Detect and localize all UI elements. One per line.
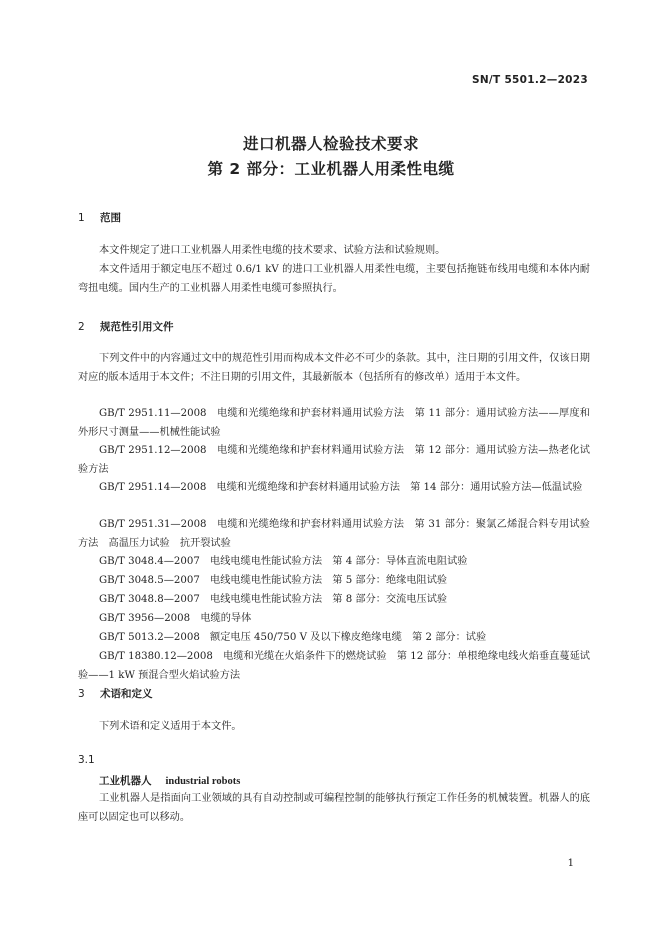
section-title: 术语和定义 (100, 688, 153, 700)
reference-item: GB/T 5013.2—2008 额定电压 450/750 V 及以下橡皮绝缘电缆 第 2 部分：试验 (99, 632, 487, 643)
paragraph: 下列文件中的内容通过文中的规范性引用而构成本文件必不可少的条款。其中，注日期的引用文件，仅该日期对应的版本适用于本文件；不注日期的引用文件，其最新版本（包括所有的修改单）适用于本文件。 (78, 353, 590, 383)
section-number: 2 (78, 321, 85, 333)
paragraph: 下列术语和定义适用于本文件。 (99, 721, 242, 732)
reference-item: GB/T 3956—2008 电缆的导体 (99, 613, 252, 624)
paragraph: 本文件适用于额定电压不超过 0.6/1 kV 的进口工业机器人用柔性电缆，主要包括拖链布线用电缆和本体内耐弯扭电缆。国内生产的工业机器人用柔性电缆可参照执行。 (78, 264, 590, 294)
section-heading-normative-references (78, 319, 174, 334)
term-number: 3.1 (78, 754, 95, 766)
paragraph: 本文件规定了进口工业机器人用柔性电缆的技术要求、试验方法和试验规则。 (99, 245, 446, 256)
reference-item: GB/T 3048.5—2007 电线电缆电性能试验方法 第 5 部分：绝缘电阻试验 (99, 575, 448, 586)
reference-item: GB/T 18380.12—2008 电缆和光缆在火焰条件下的燃烧试验 第 12 部分：单根绝缘电线火焰垂直蔓延试验——1 kW 预混合型火焰试验方法 (78, 651, 590, 681)
section-number: 3 (78, 688, 85, 700)
reference-item: GB/T 2951.31—2008 电缆和光缆绝缘和护套材料通用试验方法 第 31 部分：聚氯乙烯混合料专用试验方法 高温压力试验 抗开裂试验 (78, 519, 590, 549)
reference-item: GB/T 2951.12—2008 电缆和光缆绝缘和护套材料通用试验方法 第 12 部分：通用试验方法—热老化试验方法 (78, 445, 590, 475)
term-zh: 工业机器人 (99, 775, 152, 787)
reference-item: GB/T 2951.14—2008 电缆和光缆绝缘和护套材料通用试验方法 第 14 部分：通用试验方法—低温试验 (99, 482, 583, 493)
section-title: 范围 (100, 212, 121, 224)
reference-item: GB/T 2951.11—2008 电缆和光缆绝缘和护套材料通用试验方法 第 11 部分：通用试验方法——厚度和外形尺寸测量——机械性能试验 (78, 408, 590, 438)
reference-item: GB/T 3048.4—2007 电线电缆电性能试验方法 第 4 部分：导体直流电阻试验 (99, 556, 468, 567)
page-number: 1 (567, 858, 574, 869)
section-heading-terms (78, 686, 153, 701)
section-heading-scope (78, 210, 121, 225)
document-subtitle: 第 2 部分：工业机器人用柔性电缆 (207, 160, 455, 178)
term-title (99, 773, 240, 788)
section-title: 规范性引用文件 (100, 321, 174, 333)
term-en: industrial robots (165, 776, 241, 787)
reference-item: GB/T 3048.8—2007 电线电缆电性能试验方法 第 8 部分：交流电压试验 (99, 594, 448, 605)
standard-code: SN/T 5501.2—2023 (471, 74, 588, 86)
term-definition: 工业机器人是指面向工业领域的具有自动控制或可编程控制的能够执行预定工作任务的机械装置。机器人的底座可以固定也可以移动。 (78, 793, 590, 823)
document-title: 进口机器人检验技术要求 (242, 135, 419, 153)
section-number: 1 (78, 212, 85, 224)
